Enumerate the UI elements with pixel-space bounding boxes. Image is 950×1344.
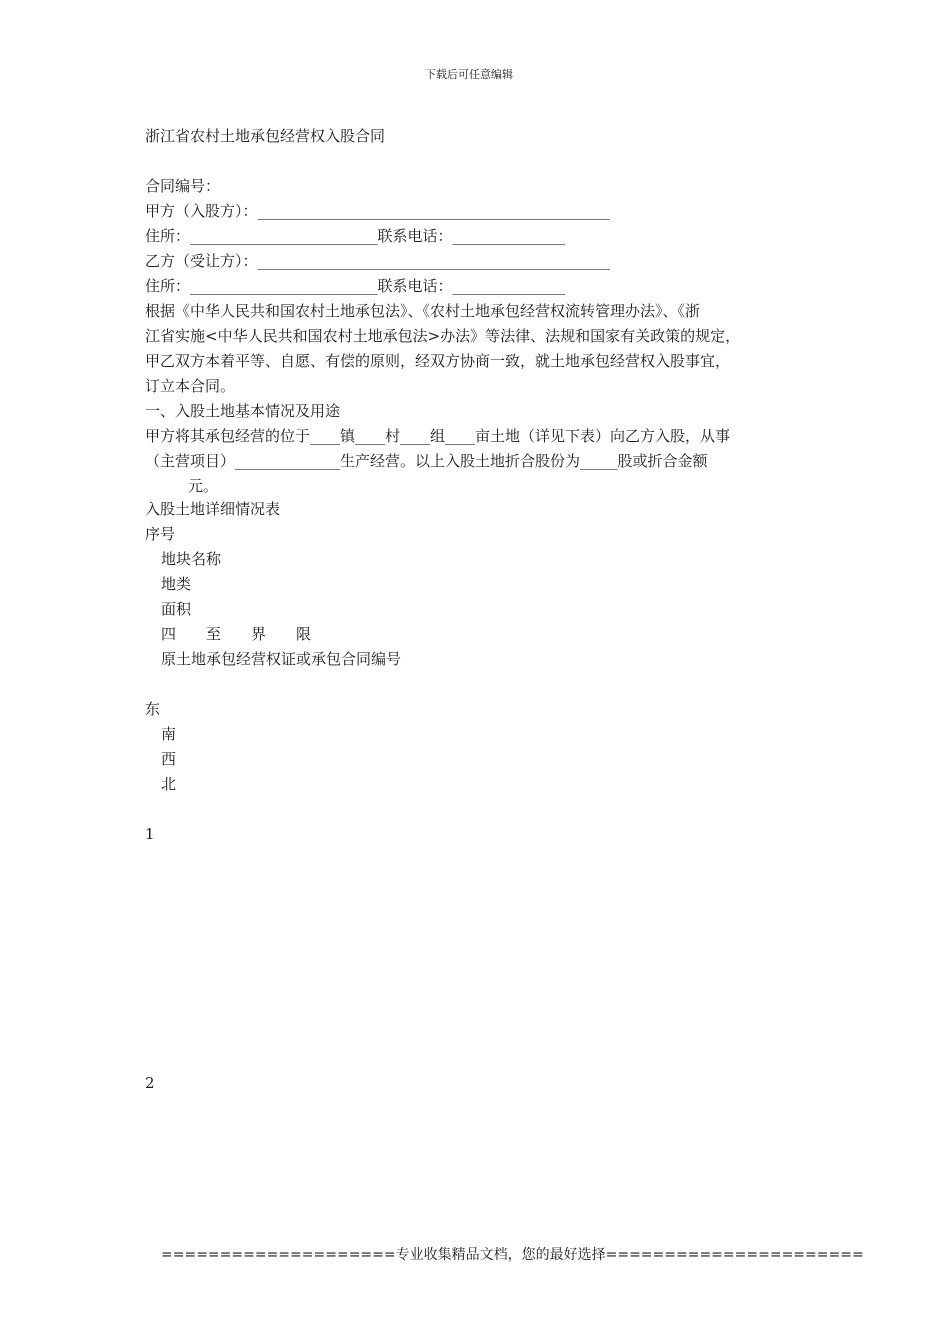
table-header-cell: 地块名称 [161, 550, 222, 568]
table-title: 入股土地详细情况表 [145, 500, 281, 518]
preamble-line: 根据《中华人民共和国农村土地承包法》、《农村土地承包经营权流转管理办法》、《浙 [145, 302, 701, 320]
table-row-number: 2 [145, 1074, 155, 1092]
contract-title: 浙江省农村土地承包经营权入股合同 [145, 127, 386, 145]
contract-number-label: 合同编号： [145, 177, 221, 195]
preamble-line: 订立本合同。 [145, 377, 236, 395]
section-body-line: （主营项目）______________生产经营。以上入股土地折合股份为_____股或折合金额 [145, 452, 708, 470]
section-body-line: 元。 [188, 477, 219, 495]
boundary-direction: 北 [161, 775, 177, 793]
boundary-direction: 南 [161, 725, 177, 743]
boundary-direction: 西 [161, 750, 177, 768]
section-heading: 一、入股土地基本情况及用途 [145, 402, 341, 420]
preamble-line: 甲乙双方本着平等、自愿、有偿的原则，经双方协商一致，就土地承包经营权入股事宜， [145, 352, 731, 370]
table-header-cell: 面积 [161, 600, 192, 618]
footer-note: ====================专业收集精品文档，您的最好选择====================== [161, 1247, 864, 1263]
party-a-line: 甲方（入股方）：_______________________________________________ [145, 202, 611, 220]
table-row-number: 1 [145, 825, 155, 843]
party-b-line: 乙方（受让方）：_______________________________________________ [145, 252, 611, 270]
address-line-b: 住所：_________________________联系电话：_______________ [145, 277, 566, 295]
table-header-cell: 四 至 界 限 [161, 625, 312, 643]
section-body-line: 甲方将其承包经营的位于____镇____村____组____亩土地（详见下表）向乙方入股，从事 [145, 427, 731, 445]
table-header-cell: 序号 [145, 525, 176, 543]
boundary-direction: 东 [145, 700, 161, 718]
table-header-cell: 地类 [161, 575, 192, 593]
preamble-line: 江省实施<中华人民共和国农村土地承包法>办法》等法律、法规和国家有关政策的规定， [145, 327, 741, 345]
address-line-a: 住所：_________________________联系电话：_______________ [145, 227, 566, 245]
header-note: 下载后可任意编辑 [425, 68, 513, 81]
table-header-cell: 原土地承包经营权证或承包合同编号 [161, 650, 402, 668]
